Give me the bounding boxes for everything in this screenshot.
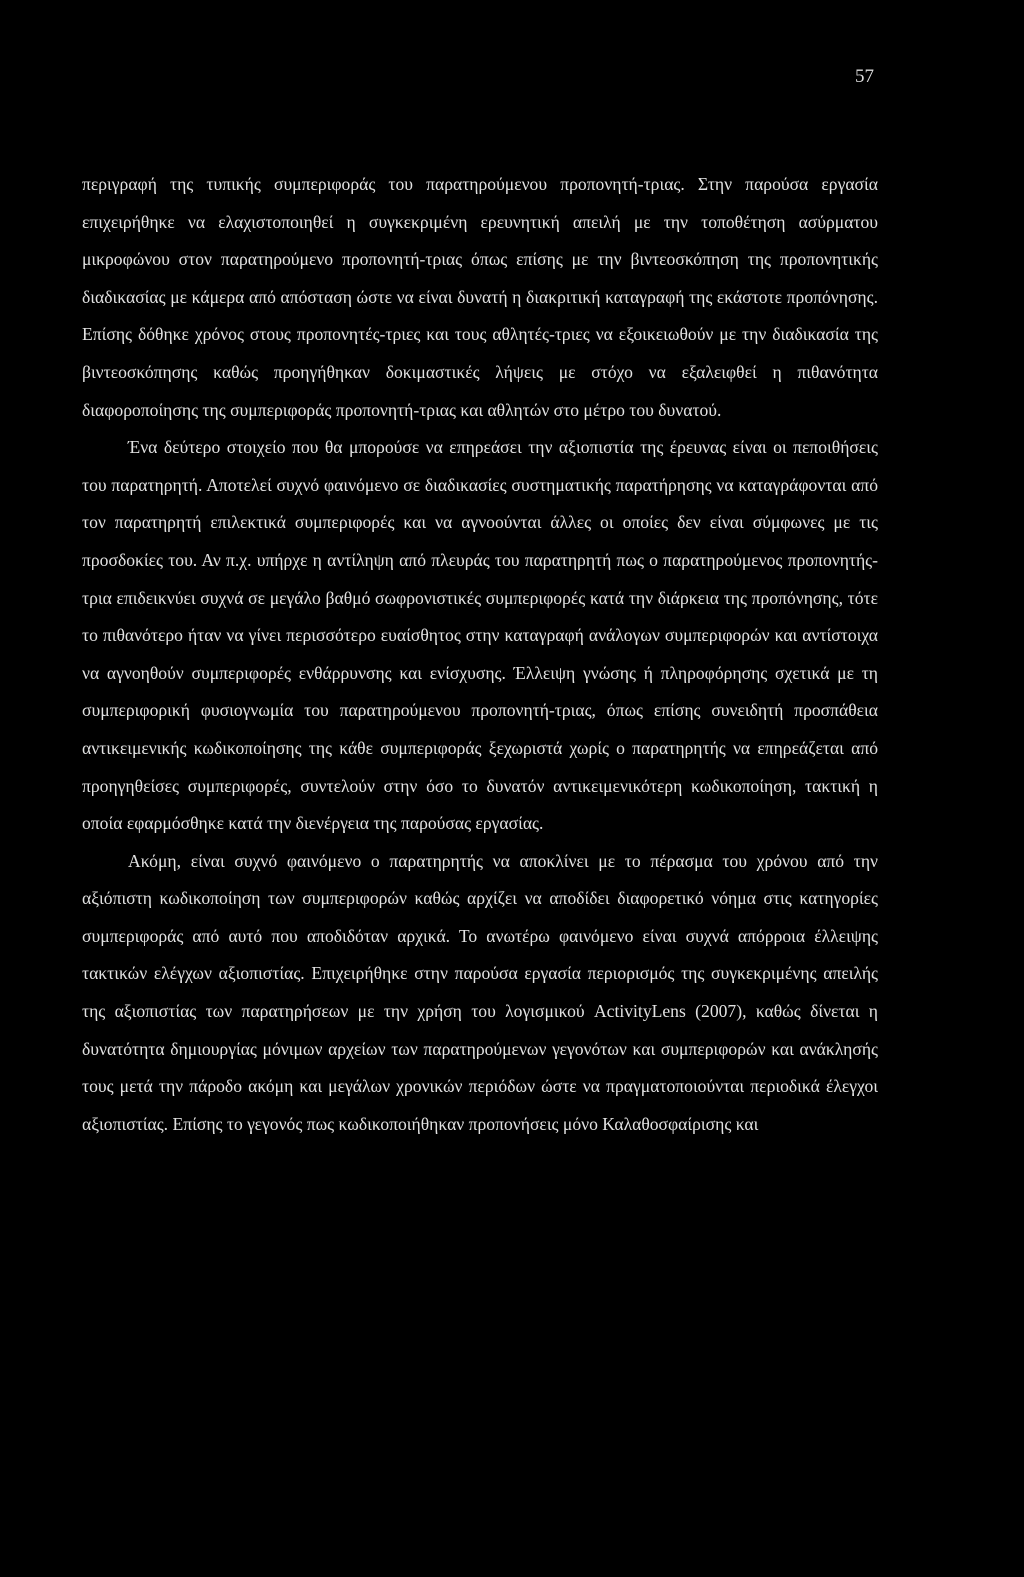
paragraph-1: περιγραφή της τυπικής συμπεριφοράς του παρατηρούμενου προπονητή-τριας. Στην παρούσα εργασία επιχειρήθηκε να ελαχιστοποιηθεί η συγκεκριμένη ερευνητική απειλή με την τοποθέτηση ασύρματου μικροφώνου στον παρατηρούμενο προπονητή-τριας όπως επίσης με την βιντεοσκόπηση της προπονητικής διαδικασίας με κάμερα από απόσταση ώστε να είναι δυνατή η διακριτική καταγραφή της εκάστοτε προπόνησης. Επίσης δόθηκε χρόνος στους προπονητές-τριες και τους αθλητές-τριες να εξοικειωθούν με την διαδικασία της βιντεοσκόπησης καθώς προηγήθηκαν δοκιμαστικές λήψεις με στόχο να εξαλειφθεί η πιθανότητα διαφοροποίησης της συμπεριφοράς προπονητή-τριας και αθλητών στο μέτρο του δυνατού.	[82, 174, 878, 420]
paragraph-3: Ακόμη, είναι συχνό φαινόμενο ο παρατηρητής να αποκλίνει με το πέρασμα του χρόνου από την αξιόπιστη κωδικοποίηση των συμπεριφορών καθώς αρχίζει να αποδίδει διαφορετικό νόημα στις κατηγορίες συμπεριφοράς από αυτό που αποδιδόταν αρχικά. Το ανωτέρω φαινόμενο είναι συχνά απόρροια έλλειψης τακτικών ελέγχων αξιοπιστίας. Επιχειρήθηκε στην παρούσα εργασία περιορισμός της συγκεκριμένης απειλής της αξιοπιστίας των παρατηρήσεων με την χρήση του λογισμικού ActivityLens (2007), καθώς δίνεται η δυνατότητα δημιουργίας μόνιμων αρχείων των παρατηρούμενων γεγονότων και συμπεριφορών και ανάκλησής τους μετά την πάροδο ακόμη και μεγάλων χρονικών περιόδων ώστε να πραγματοποιούνται περιοδικά έλεγχοι αξιοπιστίας. Επίσης το γεγονός πως κωδικοποιήθηκαν προπονήσεις μόνο Καλαθοσφαίρισης και	[82, 850, 878, 1134]
page-number: 57	[855, 66, 874, 87]
paragraph-2: Ένα δεύτερο στοιχείο που θα μπορούσε να επηρεάσει την αξιοπιστία της έρευνας είναι οι πεποιθήσεις του παρατηρητή. Αποτελεί συχνό φαινόμενο σε διαδικασίες συστηματικής παρατήρησης να καταγράφονται από τον παρατηρητή επιλεκτικά συμπεριφορές και να αγνοούνται άλλες οι οποίες δεν είναι σύμφωνες με τις προσδοκίες του. Αν π.χ. υπήρχε η αντίληψη από πλευράς του παρατηρητή πως ο παρατηρούμενος προπονητής-τρια επιδεικνύει συχνά σε μεγάλο βαθμό σωφρονιστικές συμπεριφορές κατά την διάρκεια της προπόνησης, τότε το πιθανότερο ήταν να γίνει περισσότερο ευαίσθητος στην καταγραφή ανάλογων συμπεριφορών και αντίστοιχα να αγνοηθούν συμπεριφορές ενθάρρυνσης και ενίσχυσης. Έλλειψη γνώσης ή πληροφόρησης σχετικά με τη συμπεριφορική φυσιογνωμία του παρατηρούμενου προπονητή-τριας, όπως επίσης συνειδητή προσπάθεια αντικειμενικής κωδικοποίησης της κάθε συμπεριφοράς ξεχωριστά χωρίς ο παρατηρητής να επηρεάζεται από προηγηθείσες συμπεριφορές, συντελούν στην όσο το δυνατόν αντικειμενικότερη κωδικοποίηση, τακτική η οποία εφαρμόσθηκε κατά την διενέργεια της παρούσας εργασίας.	[82, 437, 878, 834]
document-body	[82, 166, 878, 1143]
